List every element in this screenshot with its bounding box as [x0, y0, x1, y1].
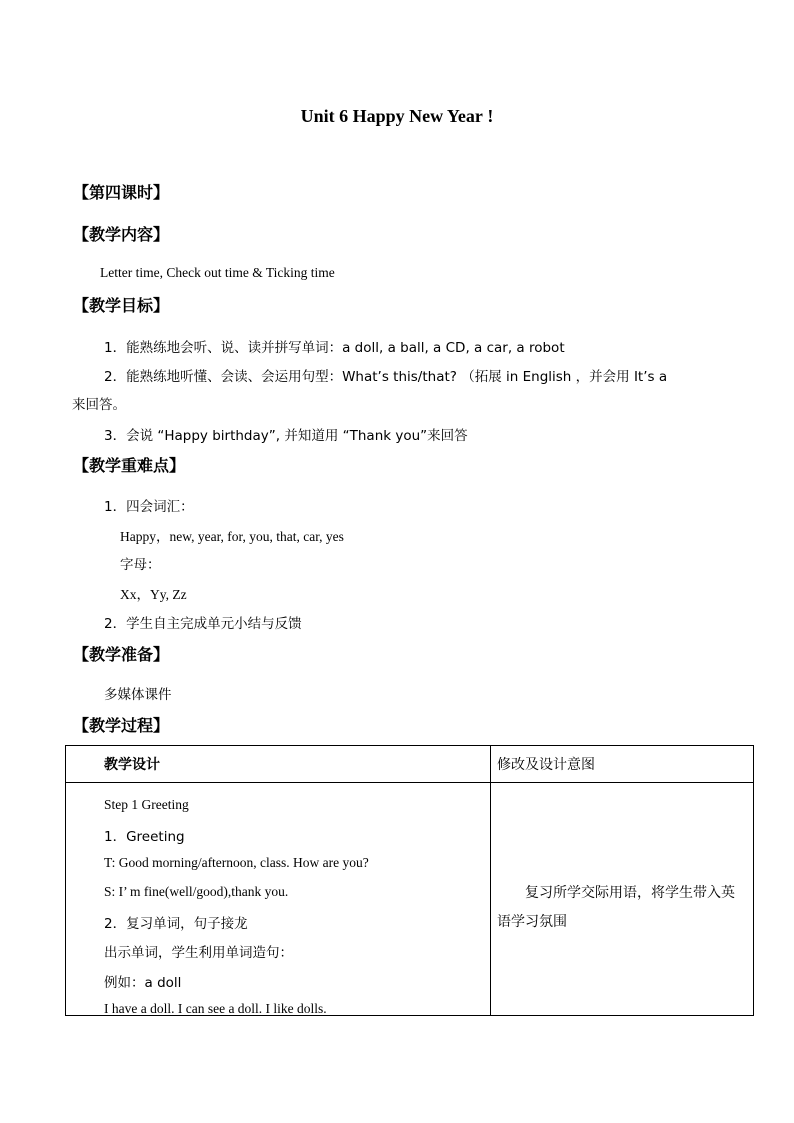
goal-2: 2．能熟练地听懂、会读、会运用句型：What’s this/that? （拓展 in English ，并会用 It’s a	[104, 369, 668, 385]
table-header-design: 教学设计	[66, 746, 491, 783]
example-label: 例如：a doll	[104, 975, 182, 991]
process-heading: 【教学过程】	[73, 716, 170, 735]
period-heading: 【第四课时】	[73, 183, 170, 202]
key-points-heading: 【教学重难点】	[73, 456, 186, 475]
step-review: 2．复习单词，句子接龙	[104, 916, 248, 932]
notes-cell	[491, 783, 754, 1016]
step-greeting: 1．Greeting	[104, 829, 185, 845]
goal-1: 1．能熟练地会听、说、读并拼写单词：a doll, a ball, a CD, a car, a robot	[104, 340, 565, 356]
goals-heading: 【教学目标】	[73, 296, 170, 315]
goal-2-continued: 来回答。	[72, 397, 126, 413]
key-point-1: 1．四会词汇：	[104, 499, 194, 515]
content-heading: 【教学内容】	[73, 225, 170, 244]
page-title: Unit 6 Happy New Year !	[300, 106, 494, 126]
design-cell	[66, 783, 491, 1016]
lesson-plan-table	[65, 745, 754, 1016]
review-instruction: 出示单词，学生利用单词造句：	[104, 945, 293, 961]
student-line: S: I’ m fine(well/good),thank you.	[104, 884, 289, 899]
content-text: Letter time, Check out time & Ticking time	[100, 265, 335, 280]
key-words: Happy，new, year, for, you, that, car, yes	[120, 529, 344, 544]
table-header-notes: 修改及设计意图	[491, 746, 754, 783]
preparation-text: 多媒体课件	[104, 687, 172, 703]
preparation-heading: 【教学准备】	[73, 645, 170, 664]
step-1-title: Step 1 Greeting	[104, 797, 189, 812]
goal-3: 3．会说 “Happy birthday”, 并知道用 “Thank you”来回答	[104, 428, 468, 444]
example-sentences: I have a doll. I can see a doll. I like dolls.	[104, 1001, 327, 1016]
key-letters-label: 字母：	[120, 557, 161, 573]
teacher-line: T: Good morning/afternoon, class. How are you?	[104, 855, 369, 870]
design-intent-note: 复习所学交际用语，将学生带入英语学习氛围	[497, 885, 735, 930]
key-letters: Xx，Yy, Zz	[120, 587, 187, 602]
key-point-2: 2．学生自主完成单元小结与反馈	[104, 616, 302, 632]
